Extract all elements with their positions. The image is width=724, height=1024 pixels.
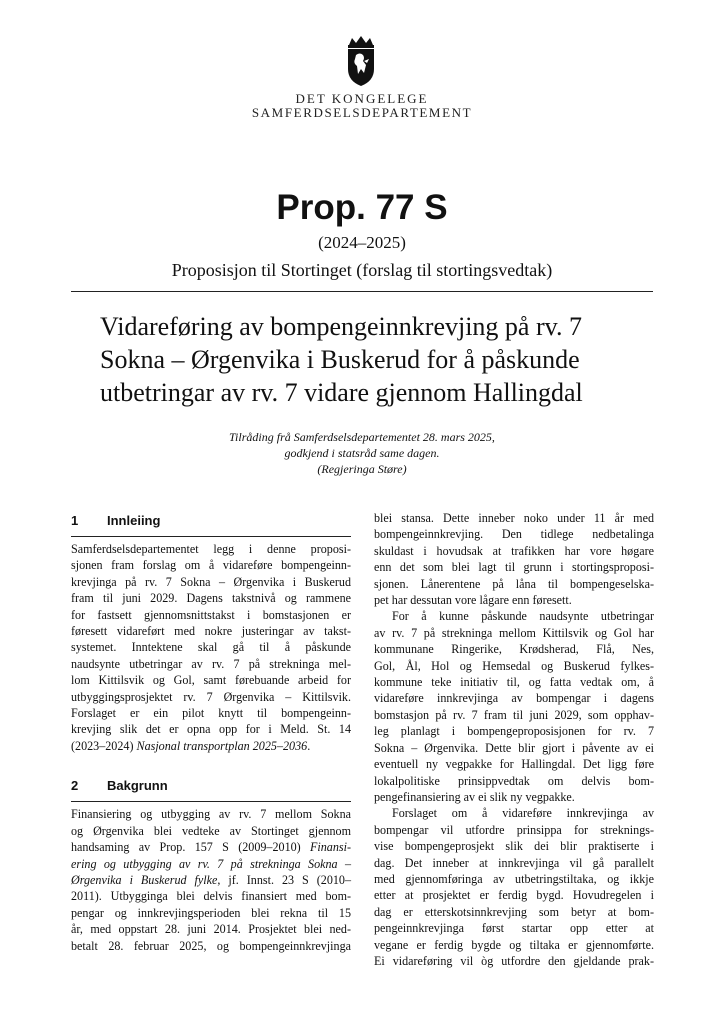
- section-title: Bakgrunn: [107, 778, 168, 794]
- text-line: leg planlagt i bompengeproposisjonen for rv. 7: [374, 724, 654, 739]
- section-rule: [71, 801, 351, 802]
- text-line: bompengeinnkrevjing. Den tidlege nedbetalinga: [374, 527, 654, 542]
- text-line: pengefinansiering av ei slik ny vegpakke.: [374, 789, 575, 804]
- main-title-line: Vidareføring av bompengeinnkrevjing på rv. 7: [100, 312, 582, 341]
- text-line: pet har dessutan vore lågare enn føresett.: [374, 593, 572, 608]
- text-line: pengeinnkrevjinga først startar opp etter at: [374, 921, 654, 936]
- text-line: [71, 856, 351, 872]
- text-fragment: , jf. Innst. 23 S (2010–: [217, 872, 351, 887]
- text-line: med gjennomføringa av utbetringstiltaka, og ikkje: [374, 871, 654, 886]
- section-number: 1: [71, 513, 79, 528]
- text-line: [71, 738, 351, 754]
- text-fragment: handsaming av Prop. 157 S (2009–2010): [71, 840, 311, 855]
- document-reference: Nasjonal transportplan 2025–2036: [136, 738, 308, 753]
- approval-line: godkjend i statsråd same dagen.: [284, 446, 440, 460]
- text-line: [71, 872, 351, 888]
- ministry-name-line1: DET KONGELEGE: [295, 91, 429, 106]
- text-line: vegane er ferdig bygde og tiltaka er gjennomførte.: [374, 937, 654, 952]
- text-line: skuldast i hovudsak at trafikken har vore høgare: [374, 543, 654, 558]
- text-line: Sokna – Ørgenvika. Dette blir gjort i påvente av ei: [374, 740, 654, 755]
- text-line: av rv. 7 på strekninga mellom Kittilsvik og Gol har: [374, 625, 654, 640]
- text-line: lokalpolitiske prinsippvedtak om delvis bom-: [374, 773, 654, 788]
- text-line: og Ørgenvika blei vedteke av Stortinget gjennom: [71, 823, 351, 838]
- text-line: kommunane Ringerike, Krødsherad, Flå, Nes,: [374, 642, 654, 657]
- text-line: Samferdselsdepartementet legg i denne proposi-: [71, 542, 351, 556]
- text-line: [71, 839, 351, 855]
- text-line: utbyggingsprosjektet rv. 7 Ørgenvika – Kittilsvik.: [71, 689, 351, 704]
- proposition-number: Prop. 77 S: [276, 188, 448, 227]
- text-line: Gol, Ål, Hol og Hemsedal og Buskerud fylkes-: [374, 658, 654, 673]
- text-line: lom Kittilsvik og Gol, samt førebuande arbeid for: [71, 673, 351, 688]
- section-number: 2: [71, 778, 79, 794]
- text-line: Forslaget om å vidareføre innkrevjinga av: [392, 806, 654, 821]
- text-line: pengar og innkrevjingsperioden blei rekna til 15: [71, 905, 351, 920]
- text-fragment: .: [307, 738, 311, 753]
- text-line: føresett vidareført med nokre justeringar av takst-: [71, 624, 351, 639]
- text-line: vise bompengeprosjekt slik dei blir praktiserte i: [374, 839, 654, 854]
- ministry-name-line2: SAMFERDSELSDEPARTEMENT: [251, 105, 473, 120]
- section-rule: [71, 536, 351, 537]
- section-1-heading: [71, 513, 351, 529]
- text-line: enn det som blei lagt til grunn i stortingsproposi-: [374, 560, 654, 575]
- text-line: systemet. Inntektene skal gå til å påskunde: [71, 640, 351, 655]
- left-column: [71, 513, 351, 954]
- text-line: krevjinga på rv. 7 Sokna – Ørgenvika i Buskerud: [71, 574, 351, 589]
- text-line: fram til juni 2029. Dagens takstnivå og rammene: [71, 591, 351, 606]
- text-line: etter at prosjektet er ferdig bygd. Hovudregelen i: [374, 888, 654, 903]
- text-line: blei stansa. Dette inneber noko under 11 år med: [374, 511, 654, 525]
- text-fragment: (2023–2024): [71, 738, 137, 753]
- approval-note: [0, 429, 724, 477]
- text-line: Forslaget er ein pilot knytt til bompengeinn-: [71, 706, 351, 721]
- text-line: kommune teke initiativ til, og fatta vedtak om, å: [374, 675, 654, 690]
- text-line: bomstasjon på rv. 7 fram til juni 2029, som opphav-: [374, 707, 654, 722]
- text-line: Ei vidareføring vil òg utfordre den gjeldande prak-: [374, 953, 654, 968]
- text-line: For å kunne påskunde naudsynte utbetringar: [392, 609, 654, 624]
- document-reference: ering og utbygging av rv. 7 på strekninga Sokna –: [71, 856, 351, 871]
- text-line: dag. Det inneber at innkrevjinga vil gå parallelt: [374, 855, 654, 870]
- text-line: 2011). Utbygginga blei delvis finansiert med bom-: [71, 889, 351, 904]
- text-line: Finansiering og utbygging av rv. 7 mellom Sokna: [71, 807, 351, 822]
- approval-line: Tilråding frå Samferdselsdepartementet 28. mars 2025,: [229, 430, 495, 444]
- coat-of-arms-logo: [336, 35, 386, 87]
- document-reference: Ørgenvika i Buskerud fylke: [71, 872, 218, 887]
- text-line: bompengar vil utfordre prinsippa for streknings-: [374, 822, 654, 837]
- section-2-body: [71, 806, 351, 954]
- coat-of-arms-icon: [336, 35, 386, 87]
- text-line: dag er etterskotsinnkrevjing som betyr at bom-: [374, 904, 654, 919]
- main-title-line: Sokna – Ørgenvika i Buskerud for å påskunde: [100, 345, 580, 374]
- text-line: eventuell ny vegpakke for Hallingdal. Det ligg føre: [374, 757, 654, 772]
- section-title: Innleiing: [107, 513, 161, 528]
- right-column: [374, 510, 654, 969]
- document-reference: Finansi-: [310, 840, 351, 855]
- section-1-body: [71, 541, 351, 754]
- document-subtitle: Proposisjon til Stortinget (forslag til stortingsvedtak): [171, 260, 553, 280]
- session-years: (2024–2025): [318, 233, 406, 252]
- approval-line: (Regjeringa Støre): [317, 462, 407, 476]
- section-2-heading: [71, 778, 351, 794]
- text-line: naudsynte utbetringar av rv. 7 på strekninga mel-: [71, 656, 351, 671]
- main-title-line: utbetringar av rv. 7 vidare gjennom Hallingdal: [100, 378, 583, 407]
- text-line: sjonen. Lånerentene på låna til bompengeselska-: [374, 576, 654, 591]
- text-line: år, med oppstart 28. juni 2014. Prosjektet blei ned-: [71, 922, 351, 937]
- title-divider: [71, 291, 653, 292]
- text-line: betalt 28. februar 2025, og bompengeinnkrevjinga: [71, 938, 351, 953]
- main-title: [100, 310, 660, 409]
- text-line: vidareføre innkrevjinga av bompengar i dagens: [374, 691, 654, 706]
- text-line: for fastsett gjennomsnittstakst i bomstasjonen er: [71, 607, 351, 622]
- text-line: sjonen fram forslag om å vidareføre bompengeinn-: [71, 558, 351, 573]
- text-line: krevjing slik det er opna opp for i Meld. St. 14: [71, 722, 351, 737]
